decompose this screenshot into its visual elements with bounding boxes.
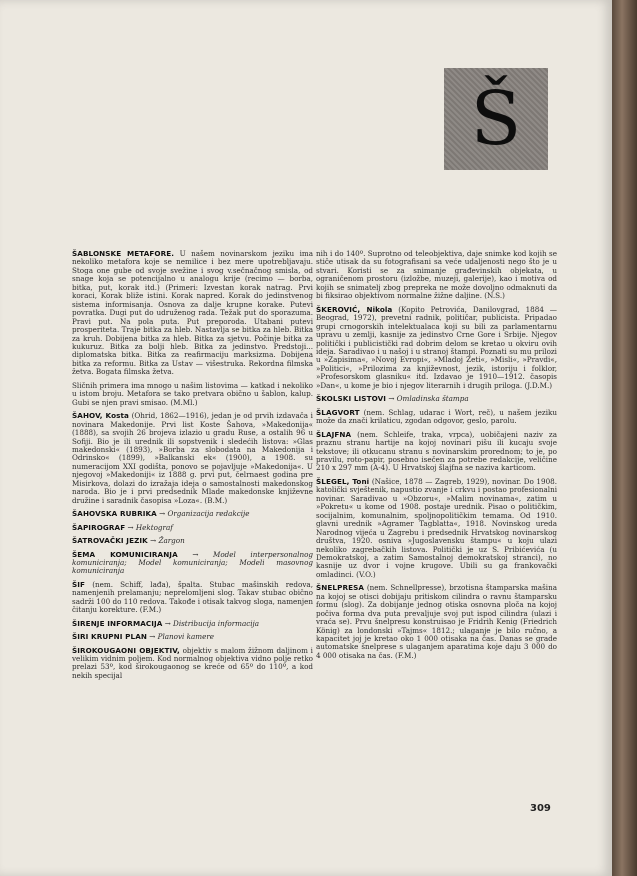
dictionary-entry: [316, 584, 557, 660]
dictionary-entry: [72, 551, 313, 576]
book-spine: [612, 0, 637, 876]
dictionary-entry: [316, 431, 557, 473]
page-number: 309: [530, 803, 551, 814]
entry-body: (nem. Schiff, lađa), špalta. Stubac mašinskih redova, namenjenih prelamanju; neprelomljeni slog. Takav stubac obično sadrži 100 do 110 redova. Takođe i otisak takvog sloga, namenjen čitanju korekture. (F.M.): [72, 579, 313, 615]
dictionary-entry: [72, 633, 313, 641]
entry-body: (nem. Schnellpresse), brzotisna štamparska mašina na kojoj se otisci dobijaju pritiskom cilindra o ravnu štamparsku formu (slog). Za dobijanje jednog otiska osnovna ploča na kojoj počiva forma dva puta prevaljuje svoj put ispod cilindra (ulazi i vraća se). Prvu šnelpresu konstruisao je Fridrih Kenig (Friedrich König) za londonski »Tajms« 1812.; ulaganje je bilo ručno, a kapacitet joj je kretao oko 1 000 otisaka na čas. Danas se grade automatske šnelprese s ulaganjem aparatima koje daju 3 000 do 4 000 otisaka na čas. (F.M.): [316, 583, 557, 660]
dictionary-entry: [72, 510, 313, 518]
entry-headword: ŠLEGEL, Toni: [316, 476, 370, 486]
entry-headword: ŠIF: [72, 579, 86, 589]
entry-body: → Hektograf: [127, 522, 173, 532]
dictionary-entry: [316, 409, 557, 426]
entry-body: Sličnih primera ima mnogo u našim listovima — katkad i nekoliko u istom broju. Metafora se tako pretvara obično u šablon, kalup. Gubi se njen pravi smisao. (M.Ml.): [72, 380, 313, 407]
dictionary-entry: [316, 250, 557, 301]
entry-headword: ŠLAJFNA: [316, 429, 352, 439]
section-letter: Š: [470, 76, 522, 162]
entry-headword: ŠKOLSKI LISTOVI: [316, 394, 387, 404]
entry-body: U našem novinarskom jeziku ima nekoliko metafora koje se nemilice i bez mere upotrebljavaju. Stoga one gube od svoje svežine i svog v.sečnačnog smisla, od snage koja se potencijalno u analogu krije (recimo — borba, bitka, put, korak itd.) (Primeri: Izvestan korak natrag. Prvi koraci, Korak bliže istini. Korak napred. Korak do jedinstvenog sistema informisanja. Osnova za dalje krupne korake. Putevi povratka. Dugi put do udruženog rada. Težak put do sporazuma. Pravi put. Na pola puta. Put preporoda. Utabani putevi prosperiteta. Traje bitka za hleb. Nastavlja se bitka za hleb. Bitka za kruh. Dobijena bitka za hleb. Bitka za sjetvu. Počinje bitka za kukuruz. Bitka za bolji hleb. Bitka za jedinstvo. Predstoji... diplomatska bitka. Bitka za reafirmaciju marksizma. Dobijena bitka za reformu. Bitka za Ustav — višestruka. Rekordna filmska žetva. Bogata filmska žetva.: [72, 249, 313, 377]
entry-body: (Našice, 1878 — Zagreb, 1929), novinar. Do 1908. katolički svještenik, napustio zvanje i crkvu i postao profesionalni novinar. Saradivao u »Obzoru«, »Malim novinama«, zatim u »Pokretu« u kome od 1908. postaje urednik. Pisao o političkim, socijalnim, komunalnim, spoljnopolitičkim temama. Od 1910. glavni urednik »Agramer Tagblatta«, 1918. Novinskog ureda Narodnog vijeća u Zagrebu i predsednik Hrvatskog novinarskog društva, 1920. osniva »Jugoslavensku štampu« u koju ulazi nekoliko zagrebačkih listova. Politički je uz S. Pribićevića (u Demokratskoj, a zatim Samostalnoj demokratskoj stranci), no kasnije uz dvor i vojne krugove. Ubili su ga frankovački omladinci. (V.O.): [316, 476, 557, 579]
entry-headword: ŠIRENJE INFORMACIJA: [72, 618, 163, 628]
entry-body: → Distribucija informacija: [164, 618, 260, 628]
entry-headword: ŠNELPRESA: [316, 583, 365, 593]
dictionary-entry: [316, 306, 557, 391]
entry-body: → Omladinska štampa: [388, 394, 469, 404]
entry-headword: ŠABLONSKE METAFORE.: [72, 249, 175, 258]
dictionary-entry: [72, 581, 313, 615]
entry-body: (nem. Schleife, traka, vrpca), uobičajeni naziv za praznu stranu hartije na kojoj novinari pišu ili kucaju svoje tekstove; ili otkucanu stranu s novinarskim prorednom; to je, po pravilu, roto-papir, posebno isečen za potrebe redakcije, veličine 210 x 297 mm (A-4). U Hrvatskoj šlajfna se naziva karticom.: [316, 429, 557, 473]
entry-headword: ŠAHOVSKA RUBRIKA: [72, 509, 157, 519]
entry-body: (Kopito Petrovića, Danilovgrad, 1884 — Beograd, 1972), prevetni radnik, političar, publicista. Pripadao grupi crnogorskih intelektualaca koji su bili za parlamentarnu upravu u zemlji, kasnije za jedinstvo Crne Gore i Srbije. Njegov politički i publicistički rad dobrim delom se kretao u okviru ovih ideja. Saradivao i u našoj i u stranoj štampi. Poznati su mu prilozi u »Zapisima«, »Novoj Evropi«, »Mladoj Zeti«, »Misli«, »Pravdi«, »Politici«, »Prilozima za književnost, jezik, istoriju i folklor, »Profesorskom glasniku« itd. Izdavao je 1910—1912. časopis »Dan«, u kome je bio i njegov literarnih i drugih priloga. (J.D.M.): [316, 304, 557, 390]
entry-headword: ŠATROVAČKI JEZIK: [72, 536, 148, 546]
entry-body: → Model interpersonalnog komuniciranja; Model komuniciranja; Modeli masovnog komuniciranja: [72, 549, 313, 576]
entry-headword: ŠIRI KRUPNI PLAN: [72, 632, 147, 642]
entry-body: → Organizacija redakcije: [159, 509, 250, 519]
entry-headword: ŠKEROVIĆ, Nikola: [316, 304, 393, 314]
dictionary-entry: [72, 382, 313, 407]
entry-headword: ŠAHOV, Kosta: [72, 411, 129, 421]
entry-body: (nem. Schlag, udarac i Wort, reč), u našem jeziku može da znači krilaticu, zgodan odgovor, geslo, parolu.: [316, 407, 557, 426]
dictionary-entry: [72, 620, 313, 628]
dictionary-entry: [72, 250, 313, 377]
entry-body: nih i do 140º. Suprotno od teleobjektiva, daje snimke kod kojih se stiče utisak da su fotografisani sa veće udaljenosti nego što je u stvari. Koristi se za snimanje građevinskih objekata, u ograničenom prostoru (izložbe, muzeji, galerije), kao i motiva od kojih se snimatelj zbog prepreka ne može dovoljno odmaknuti da bi fiksirao objektivom normalne žižne daljine. (N.S.): [316, 249, 557, 301]
entry-body: → Planovi kamere: [149, 632, 215, 642]
entry-headword: ŠAPIROGRAF: [72, 522, 126, 532]
dictionary-entry: [316, 395, 557, 403]
entry-headword: ŠEMA KOMUNICIRANJA: [72, 549, 178, 559]
entry-headword: ŠLAGVORT: [316, 407, 360, 417]
dictionary-entry: [316, 478, 557, 579]
entry-headword: ŠIROKOUGAONI OBJEKTIV,: [72, 645, 180, 655]
entry-body: (Ohrid, 1862—1916), jedan je od prvih izdavača i novinara Makedonije. Prvi list Koste Šahova, »Makedonija« (1888), sa svojih 26 brojeva izlazio u gradu Ruse, a ostalih 96 u Sofiji. Bio je ili urednik ili sopstvenik i sledećih listova: »Glas makedonski« (1893), »Borba za slobodata na Makedonija i Odrinsko« (1899), »Balkanski ek« (1900), a 1908. su numeracijom XXI godišta, ponovo se pojavljuje »Makedonija«. U njegovoj »Makedoniji« iz 1888 g. prvi put, čelrnaest godina pre Misirkova, dolazi do izražaja ideja o samostalnosti makedonskog naroda. Bio je i prvi predsednik Mlade makedonske književne družine i saradnik časopisa »Loza«. (B.M.): [72, 411, 313, 505]
right-column: [316, 250, 557, 665]
left-column: [72, 250, 313, 685]
section-letter-box: [444, 68, 548, 170]
dictionary-entry: [72, 524, 313, 532]
entry-body: objektiv s malom žižnom daljinom i velikim vidnim poljem. Kod normalnog objektiva vidno polje retko prelazi 53º, kod širokougaonog se kreće od 65º do 110º, a kod nekih specijal: [72, 645, 313, 680]
dictionary-entry: [72, 647, 313, 681]
dictionary-entry: [72, 537, 313, 545]
dictionary-entry: [72, 412, 313, 505]
entry-body: → Žargon: [150, 536, 185, 546]
